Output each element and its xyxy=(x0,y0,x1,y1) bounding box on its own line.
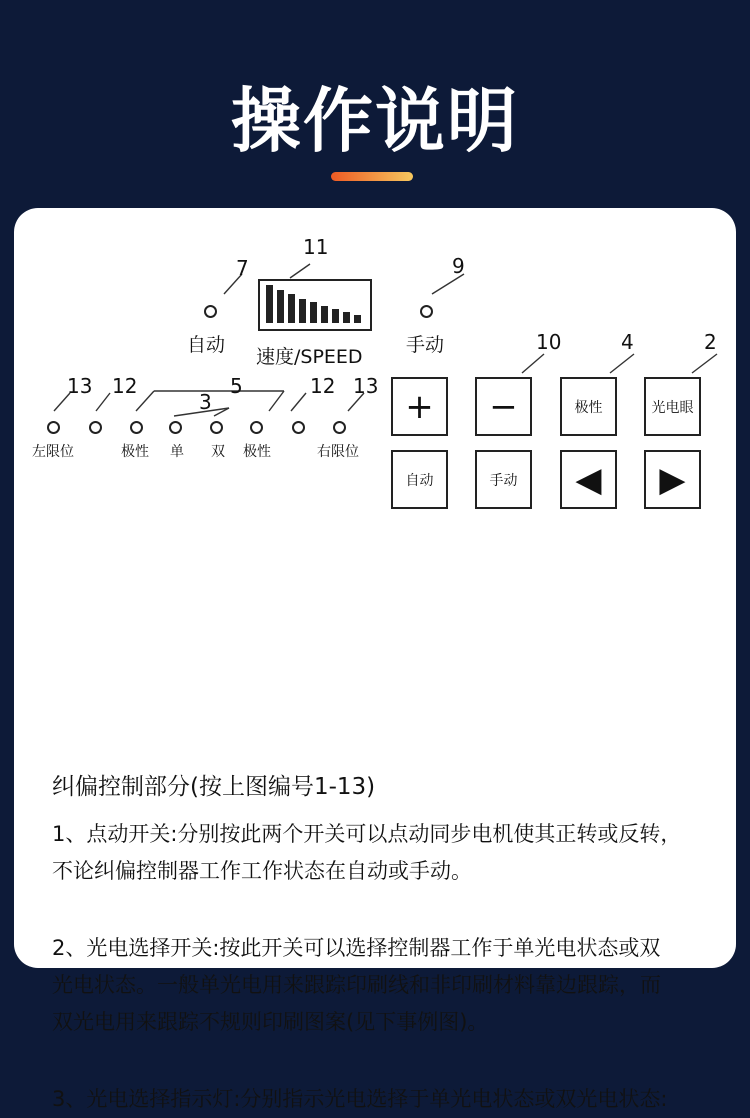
section-heading: 纠偏控制部分(按上图编号1-13) xyxy=(52,774,376,800)
polarity-left-label: 极性 xyxy=(121,444,149,460)
polarity-button[interactable] xyxy=(560,377,617,436)
callout-3: 3 xyxy=(199,390,212,414)
callout-5: 5 xyxy=(230,374,243,398)
right-button[interactable] xyxy=(644,450,701,509)
leader-lines xyxy=(14,208,736,528)
auto-button-label: 自动 xyxy=(405,472,434,489)
callout-11: 11 xyxy=(303,235,329,259)
speed-label: 速度/SPEED xyxy=(256,346,363,368)
single-led xyxy=(169,421,182,434)
callout-12-right: 12 xyxy=(310,374,336,398)
plus-button[interactable] xyxy=(391,377,448,436)
speed-bar xyxy=(310,302,317,323)
right-limit-led xyxy=(333,421,346,434)
manual-button[interactable] xyxy=(475,450,532,509)
right-limit-led-2 xyxy=(292,421,305,434)
plus-icon: + xyxy=(405,386,434,427)
polarity-button-label: 极性 xyxy=(574,399,603,416)
double-led xyxy=(210,421,223,434)
manual-indicator-led xyxy=(420,305,433,318)
speed-bar xyxy=(332,309,339,323)
callout-7: 7 xyxy=(236,256,249,280)
instruction-card xyxy=(14,208,736,1111)
manual-label: 手动 xyxy=(406,334,445,356)
speed-bar xyxy=(354,315,361,323)
speed-bar xyxy=(288,294,295,323)
paragraph-3-line-1: 3、光电选择指示灯:分别指示光电选择于单光电状态或双光电状态: xyxy=(52,1087,668,1111)
left-arrow-icon: ◀ xyxy=(575,459,602,500)
left-button[interactable] xyxy=(560,450,617,509)
callout-13-right: 13 xyxy=(353,374,379,398)
minus-button[interactable] xyxy=(475,377,532,436)
speed-meter xyxy=(258,279,372,331)
left-limit-led-2 xyxy=(89,421,102,434)
photo-eye-button-label: 光电眼 xyxy=(651,399,694,416)
title-underline xyxy=(331,172,413,181)
callout-12-left: 12 xyxy=(112,374,138,398)
paragraph-2-line-2: 光电状态。一般单光电用来跟踪印刷线和非印刷材料靠边跟踪，而 xyxy=(52,973,661,997)
polarity-left-led xyxy=(130,421,143,434)
double-label: 双 xyxy=(211,444,225,460)
callout-13-left: 13 xyxy=(67,374,93,398)
speed-bar xyxy=(299,299,306,323)
right-arrow-icon: ▶ xyxy=(659,459,686,500)
paragraph-1-line-2: 不论纠偏控制器工作工作状态在自动或手动。 xyxy=(52,859,472,883)
left-limit-led xyxy=(47,421,60,434)
callout-9: 9 xyxy=(452,254,465,278)
callout-2: 2 xyxy=(704,330,717,354)
paragraph-2-line-3: 双光电用来跟踪不规则印刷图案(见下事例图)。 xyxy=(52,1010,489,1034)
callout-10: 10 xyxy=(536,330,562,354)
left-limit-label: 左限位 xyxy=(32,444,74,460)
speed-bar xyxy=(321,306,328,323)
speed-meter-bars xyxy=(260,281,370,329)
paragraph-2-line-1: 2、光电选择开关:按此开关可以选择控制器工作于单光电状态或双 xyxy=(52,936,661,960)
minus-icon: − xyxy=(489,386,518,427)
manual-button-label: 手动 xyxy=(489,472,518,489)
polarity-right-led xyxy=(250,421,263,434)
auto-label: 自动 xyxy=(187,334,226,356)
right-limit-label: 右限位 xyxy=(317,444,359,460)
photo-eye-button[interactable] xyxy=(644,377,701,436)
speed-bar xyxy=(277,290,284,323)
page-title: 操作说明 xyxy=(231,80,519,162)
speed-bar xyxy=(343,312,350,323)
auto-button[interactable] xyxy=(391,450,448,509)
single-label: 单 xyxy=(170,444,184,460)
callout-4: 4 xyxy=(621,330,634,354)
auto-indicator-led xyxy=(204,305,217,318)
polarity-right-label: 极性 xyxy=(243,444,271,460)
paragraph-1-line-1: 1、点动开关:分别按此两个开关可以点动同步电机使其正转或反转， xyxy=(52,822,682,846)
speed-bar xyxy=(266,285,273,323)
